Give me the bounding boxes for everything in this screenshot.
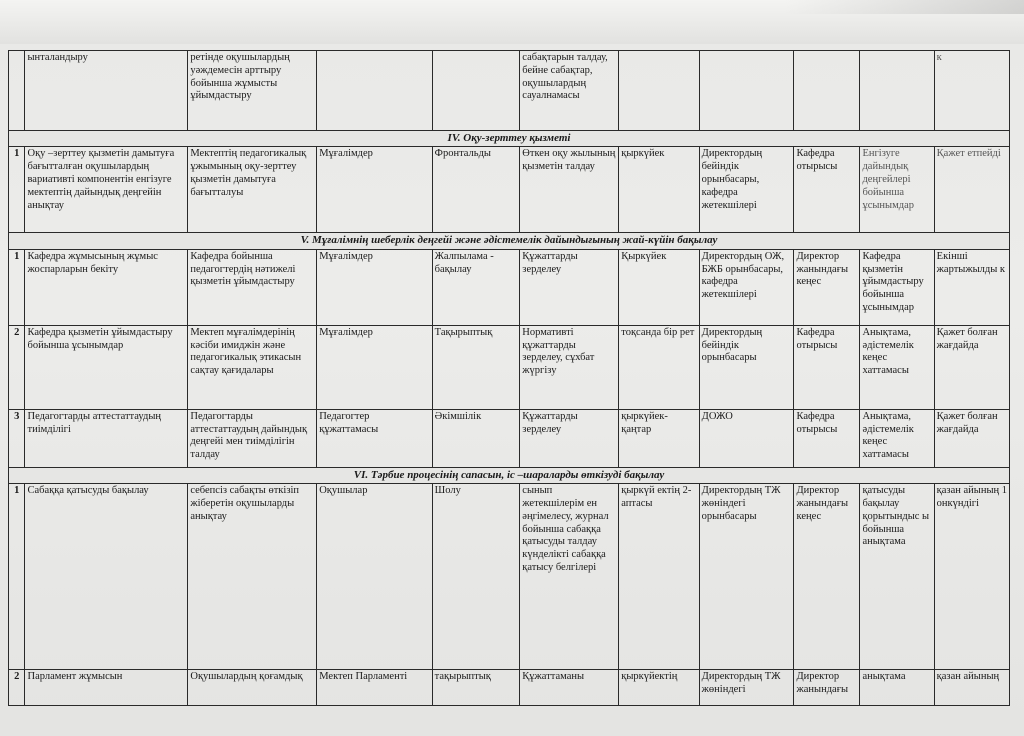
page-edge-shadow xyxy=(784,0,1024,14)
table-row xyxy=(9,147,1010,233)
cell-control-object: Мұғалімдер xyxy=(317,249,432,325)
cell-responsible xyxy=(699,51,794,131)
table-row xyxy=(9,670,1010,706)
section-header xyxy=(9,467,1010,483)
cell-control-object: Мұғалімдер xyxy=(317,325,432,409)
cell-deadline: қыркүйектің xyxy=(619,670,699,706)
cell-control-goal: Кафедра бойынша педагогтердің нәтижелі қызметін ұйымдастыру xyxy=(188,249,317,325)
cell-control-type xyxy=(432,51,520,131)
cell-responsible: Директордың ТЖ жөніндегі xyxy=(699,670,794,706)
cell-control-type: Шолу xyxy=(432,484,520,670)
cell-management-decision: Анықтама, әдістемелік кеңес хаттамасы xyxy=(860,409,934,467)
cell-review-place: Директор жанындағы xyxy=(794,670,860,706)
cell-review-place: Кафедра отырысы xyxy=(794,409,860,467)
section-title-vi: VI. Тәрбие процесінің сапасын, іс –шараларды өткізуді бақылау xyxy=(9,467,1010,483)
cell-control-type: Әкімшілік xyxy=(432,409,520,467)
cell-repeat-control: қазан айының xyxy=(934,670,1009,706)
cell-control-method: сабақтарын талдау, бейне сабақтар, оқушылардың сауалнамасы xyxy=(520,51,619,131)
cell-review-place xyxy=(794,51,860,131)
cell-control-topic: ынталандыру xyxy=(25,51,188,131)
cell-deadline: қыркүй ектің 2-аптасы xyxy=(619,484,699,670)
row-number: 2 xyxy=(9,670,25,706)
cell-control-goal: ретінде оқушылардың уәждемесін арттыру бойынша жұмысты ұйымдастыру xyxy=(188,51,317,131)
cell-repeat-control: к xyxy=(934,51,1009,131)
cell-control-method: Құжаттарды зерделеу xyxy=(520,409,619,467)
cell-control-type: Тақырыптық xyxy=(432,325,520,409)
cell-control-type: Жалпылама - бақылау xyxy=(432,249,520,325)
cell-management-decision: Енгізуге дайындық деңгейлері бойынша ұсынымдар xyxy=(860,147,934,233)
cell-control-type: тақырыптық xyxy=(432,670,520,706)
table-row xyxy=(9,325,1010,409)
cell-responsible: ДОЖО xyxy=(699,409,794,467)
table-row xyxy=(9,51,1010,131)
cell-control-goal: Педагогтарды аттестаттаудың дайындық деңгейі мен тиімділігін талдау xyxy=(188,409,317,467)
cell-responsible: Директордың ТЖ жөніндегі орынбасары xyxy=(699,484,794,670)
cell-control-method: Өткен оқу жылының қызметін талдау xyxy=(520,147,619,233)
control-plan-table xyxy=(8,50,1010,706)
cell-deadline xyxy=(619,51,699,131)
cell-management-decision: Кафедра қызметін ұйымдастыру бойынша ұсынымдар xyxy=(860,249,934,325)
cell-responsible: Директордың ОЖ, БЖБ орынбасары, кафедра жетекшілері xyxy=(699,249,794,325)
cell-control-object: Мектеп Парламенті xyxy=(317,670,432,706)
cell-deadline: Қыркүйек xyxy=(619,249,699,325)
cell-control-topic: Сабаққа қатысуды бақылау xyxy=(25,484,188,670)
cell-management-decision xyxy=(860,51,934,131)
cell-deadline: қыркүйек xyxy=(619,147,699,233)
cell-review-place: Кафедра отырысы xyxy=(794,147,860,233)
row-number: 1 xyxy=(9,249,25,325)
cell-control-topic: Парламент жұмысын xyxy=(25,670,188,706)
cell-repeat-control: Қажет етпейді xyxy=(934,147,1009,233)
cell-control-topic: Кафедра жұмысының жұмыс жоспарларын бекіту xyxy=(25,249,188,325)
cell-control-method: Құжаттаманы xyxy=(520,670,619,706)
cell-control-method: Нормативті құжаттарды зерделеу, сұхбат жүргізу xyxy=(520,325,619,409)
cell-management-decision: Анықтама, әдістемелік кеңес хаттамасы xyxy=(860,325,934,409)
row-number: 2 xyxy=(9,325,25,409)
cell-control-goal: Оқушылардың қоғамдық xyxy=(188,670,317,706)
cell-repeat-control: Қажет болған жағдайда xyxy=(934,325,1009,409)
table-row xyxy=(9,484,1010,670)
cell-responsible: Директордың бейіндік орынбасары, кафедра жетекшілері xyxy=(699,147,794,233)
row-number: 1 xyxy=(9,484,25,670)
cell-control-topic: Педагогтарды аттестаттаудың тиімділігі xyxy=(25,409,188,467)
row-number xyxy=(9,51,25,131)
cell-deadline: тоқсанда бір рет xyxy=(619,325,699,409)
cell-control-type: Фронтальды xyxy=(432,147,520,233)
cell-repeat-control: қазан айының 1 онкүндігі xyxy=(934,484,1009,670)
cell-responsible: Директордың бейіндік орынбасары xyxy=(699,325,794,409)
cell-repeat-control: Екінші жартыжылды к xyxy=(934,249,1009,325)
row-number: 3 xyxy=(9,409,25,467)
cell-repeat-control: Қажет болған жағдайда xyxy=(934,409,1009,467)
cell-management-decision: анықтама xyxy=(860,670,934,706)
cell-control-topic: Оқу –зерттеу қызметін дамытуға бағытталған оқушылардың вариативті компонентін енгізуге мектептің дайындық деңгейін анықтау xyxy=(25,147,188,233)
cell-control-goal: Мектеп мұғалімдерінің кәсіби имиджін және педагогикалық этикасын сақтау қағидалары xyxy=(188,325,317,409)
cell-control-object: Оқушылар xyxy=(317,484,432,670)
cell-review-place: Кафедра отырысы xyxy=(794,325,860,409)
cell-management-decision: қатысуды бақылау қорытындыс ы бойынша анықтама xyxy=(860,484,934,670)
section-title-v: V. Мұғалімнің шеберлік деңгейі және әдістемелік дайындығының жай-күйін бақылау xyxy=(9,233,1010,249)
cell-review-place: Директор жанындағы кеңес xyxy=(794,484,860,670)
section-header xyxy=(9,131,1010,147)
cell-control-object xyxy=(317,51,432,131)
cell-control-goal: Мектептің педагогикалық ұжымының оқу-зерттеу қызметін дамытуға бағытталуы xyxy=(188,147,317,233)
cell-review-place: Директор жанындағы кеңес xyxy=(794,249,860,325)
section-header xyxy=(9,233,1010,249)
cell-control-topic: Кафедра қызметін ұйымдастыру бойынша ұсынымдар xyxy=(25,325,188,409)
row-number: 1 xyxy=(9,147,25,233)
cell-control-method: сынып жетекшілерім ен әңгімелесу, журнал бойынша сабаққа қатысуды талдау күнделікті сабаққа қатысу белгілері xyxy=(520,484,619,670)
cell-control-method: Құжаттарды зерделеу xyxy=(520,249,619,325)
cell-control-goal: себепсіз сабақты өткізіп жіберетін оқушыларды анықтау xyxy=(188,484,317,670)
cell-deadline: қыркүйек-қаңтар xyxy=(619,409,699,467)
cell-control-object: Педагогтер құжаттамасы xyxy=(317,409,432,467)
section-title-iv: IV. Оқу-зерттеу қызметі xyxy=(9,131,1010,147)
cell-control-object: Мұғалімдер xyxy=(317,147,432,233)
table-row xyxy=(9,249,1010,325)
table-row xyxy=(9,409,1010,467)
